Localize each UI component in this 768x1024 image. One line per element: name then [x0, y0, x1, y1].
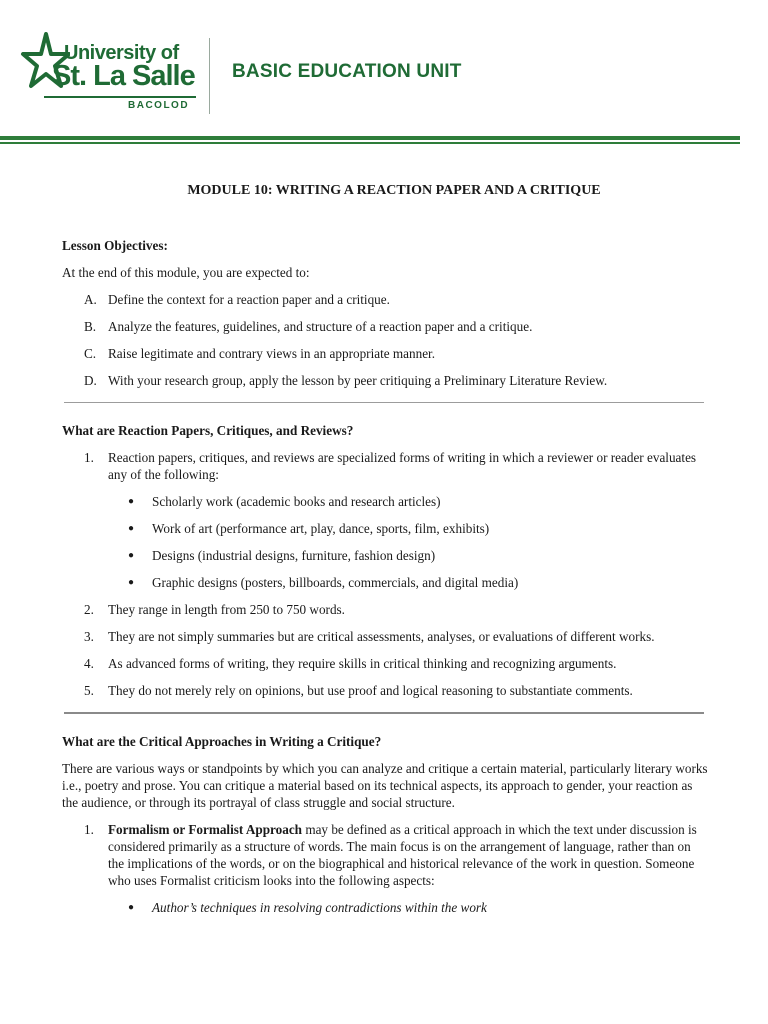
list-item [84, 345, 708, 362]
list-item-text: They do not merely rely on opinions, but use proof and logical reasoning to substantiate comments. [108, 683, 633, 698]
document-body [62, 182, 708, 926]
list-marker: D. [84, 373, 97, 388]
list-marker: 1. [84, 822, 94, 837]
list-marker: 3. [84, 629, 94, 644]
section2-heading: What are the Critical Approaches in Writing a Critique? [62, 734, 382, 749]
logo-text-line1: University of [64, 42, 179, 64]
logo-text-line2: St. La Salle [52, 60, 195, 92]
objectives-heading: Lesson Objectives: [62, 238, 168, 253]
bullet-list [128, 899, 708, 916]
section2-intro: There are various ways or standpoints by which you can analyze and critique a certain material, particularly literary works i.e., poetry and prose. You can critique a material based on its technical aspects, its approach to gender, your reaction as the audience, or through its portrayal of class struggle and social structure. [62, 761, 708, 810]
list-item [84, 628, 708, 645]
document-header [0, 0, 768, 150]
list-marker: C. [84, 346, 97, 361]
section-divider [64, 712, 704, 714]
objectives-list [84, 291, 708, 389]
list-item-text: They are not simply summaries but are critical assessments, analyses, or evaluations of different works. [108, 629, 655, 644]
list-marker: B. [84, 319, 97, 334]
list-item-text: Raise legitimate and contrary views in an appropriate manner. [108, 346, 436, 361]
list-item [84, 291, 708, 308]
section-divider [64, 402, 704, 403]
list-item [84, 449, 708, 591]
list-item-text: Define the context for a reaction paper and a critique. [108, 292, 390, 307]
unit-title: BASIC EDUCATION UNIT [232, 61, 462, 82]
list-item-text: Reaction papers, critiques, and reviews are specialized forms of writing in which a reviewer or reader evaluates any of the following: [108, 450, 697, 482]
list-marker: A. [84, 292, 97, 307]
module-title: MODULE 10: WRITING A REACTION PAPER AND A CRITIQUE [187, 183, 601, 198]
bullet-item: ● Work of art (performance art, play, dance, sports, film, exhibits) [128, 520, 708, 537]
list-item-text: Analyze the features, guidelines, and structure of a reaction paper and a critique. [108, 319, 533, 334]
list-marker: 4. [84, 656, 94, 671]
logo-underline [44, 96, 196, 98]
list-item [84, 682, 708, 699]
header-rule-thin [0, 142, 740, 144]
list-item [84, 318, 708, 335]
list-item-text: As advanced forms of writing, they require skills in critical thinking and recognizing arguments. [108, 656, 617, 671]
list-item-text: They range in length from 250 to 750 words. [108, 602, 345, 617]
list-item [84, 821, 708, 916]
list-item-text: may be defined as a critical approach in which the text under discussion is considered primarily as a structure of words. The main focus is on the arrangement of language, rather than on the implications of the words, or on the biographical and historical relevance of the work in question. Someone who uses Formalist criticism looks into the following aspects: [108, 822, 697, 888]
objectives-intro: At the end of this module, you are expected to: [62, 265, 310, 280]
bullet-list [128, 493, 708, 591]
logo-text-line3: BACOLOD [128, 100, 190, 111]
bullet-item: ● Author’s techniques in resolving contradictions within the work [128, 899, 708, 916]
list-item [84, 655, 708, 672]
section2-list [84, 821, 708, 916]
bullet-item: ● Designs (industrial designs, furniture, fashion design) [128, 547, 708, 564]
university-logo [20, 32, 200, 116]
list-item-text: With your research group, apply the lesson by peer critiquing a Preliminary Literature Review. [108, 373, 608, 388]
header-rule-thick [0, 136, 740, 140]
list-marker: 5. [84, 683, 94, 698]
header-divider [209, 38, 210, 114]
section1-list [84, 449, 708, 699]
approach-term: Formalism or Formalist Approach [108, 822, 303, 837]
section1-heading: What are Reaction Papers, Critiques, and Reviews? [62, 423, 354, 438]
list-marker: 2. [84, 602, 94, 617]
list-item [84, 372, 708, 389]
list-item [84, 601, 708, 618]
bullet-item: ● Graphic designs (posters, billboards, commercials, and digital media) [128, 574, 708, 591]
list-marker: 1. [84, 450, 94, 465]
bullet-item: ● Scholarly work (academic books and research articles) [128, 493, 708, 510]
